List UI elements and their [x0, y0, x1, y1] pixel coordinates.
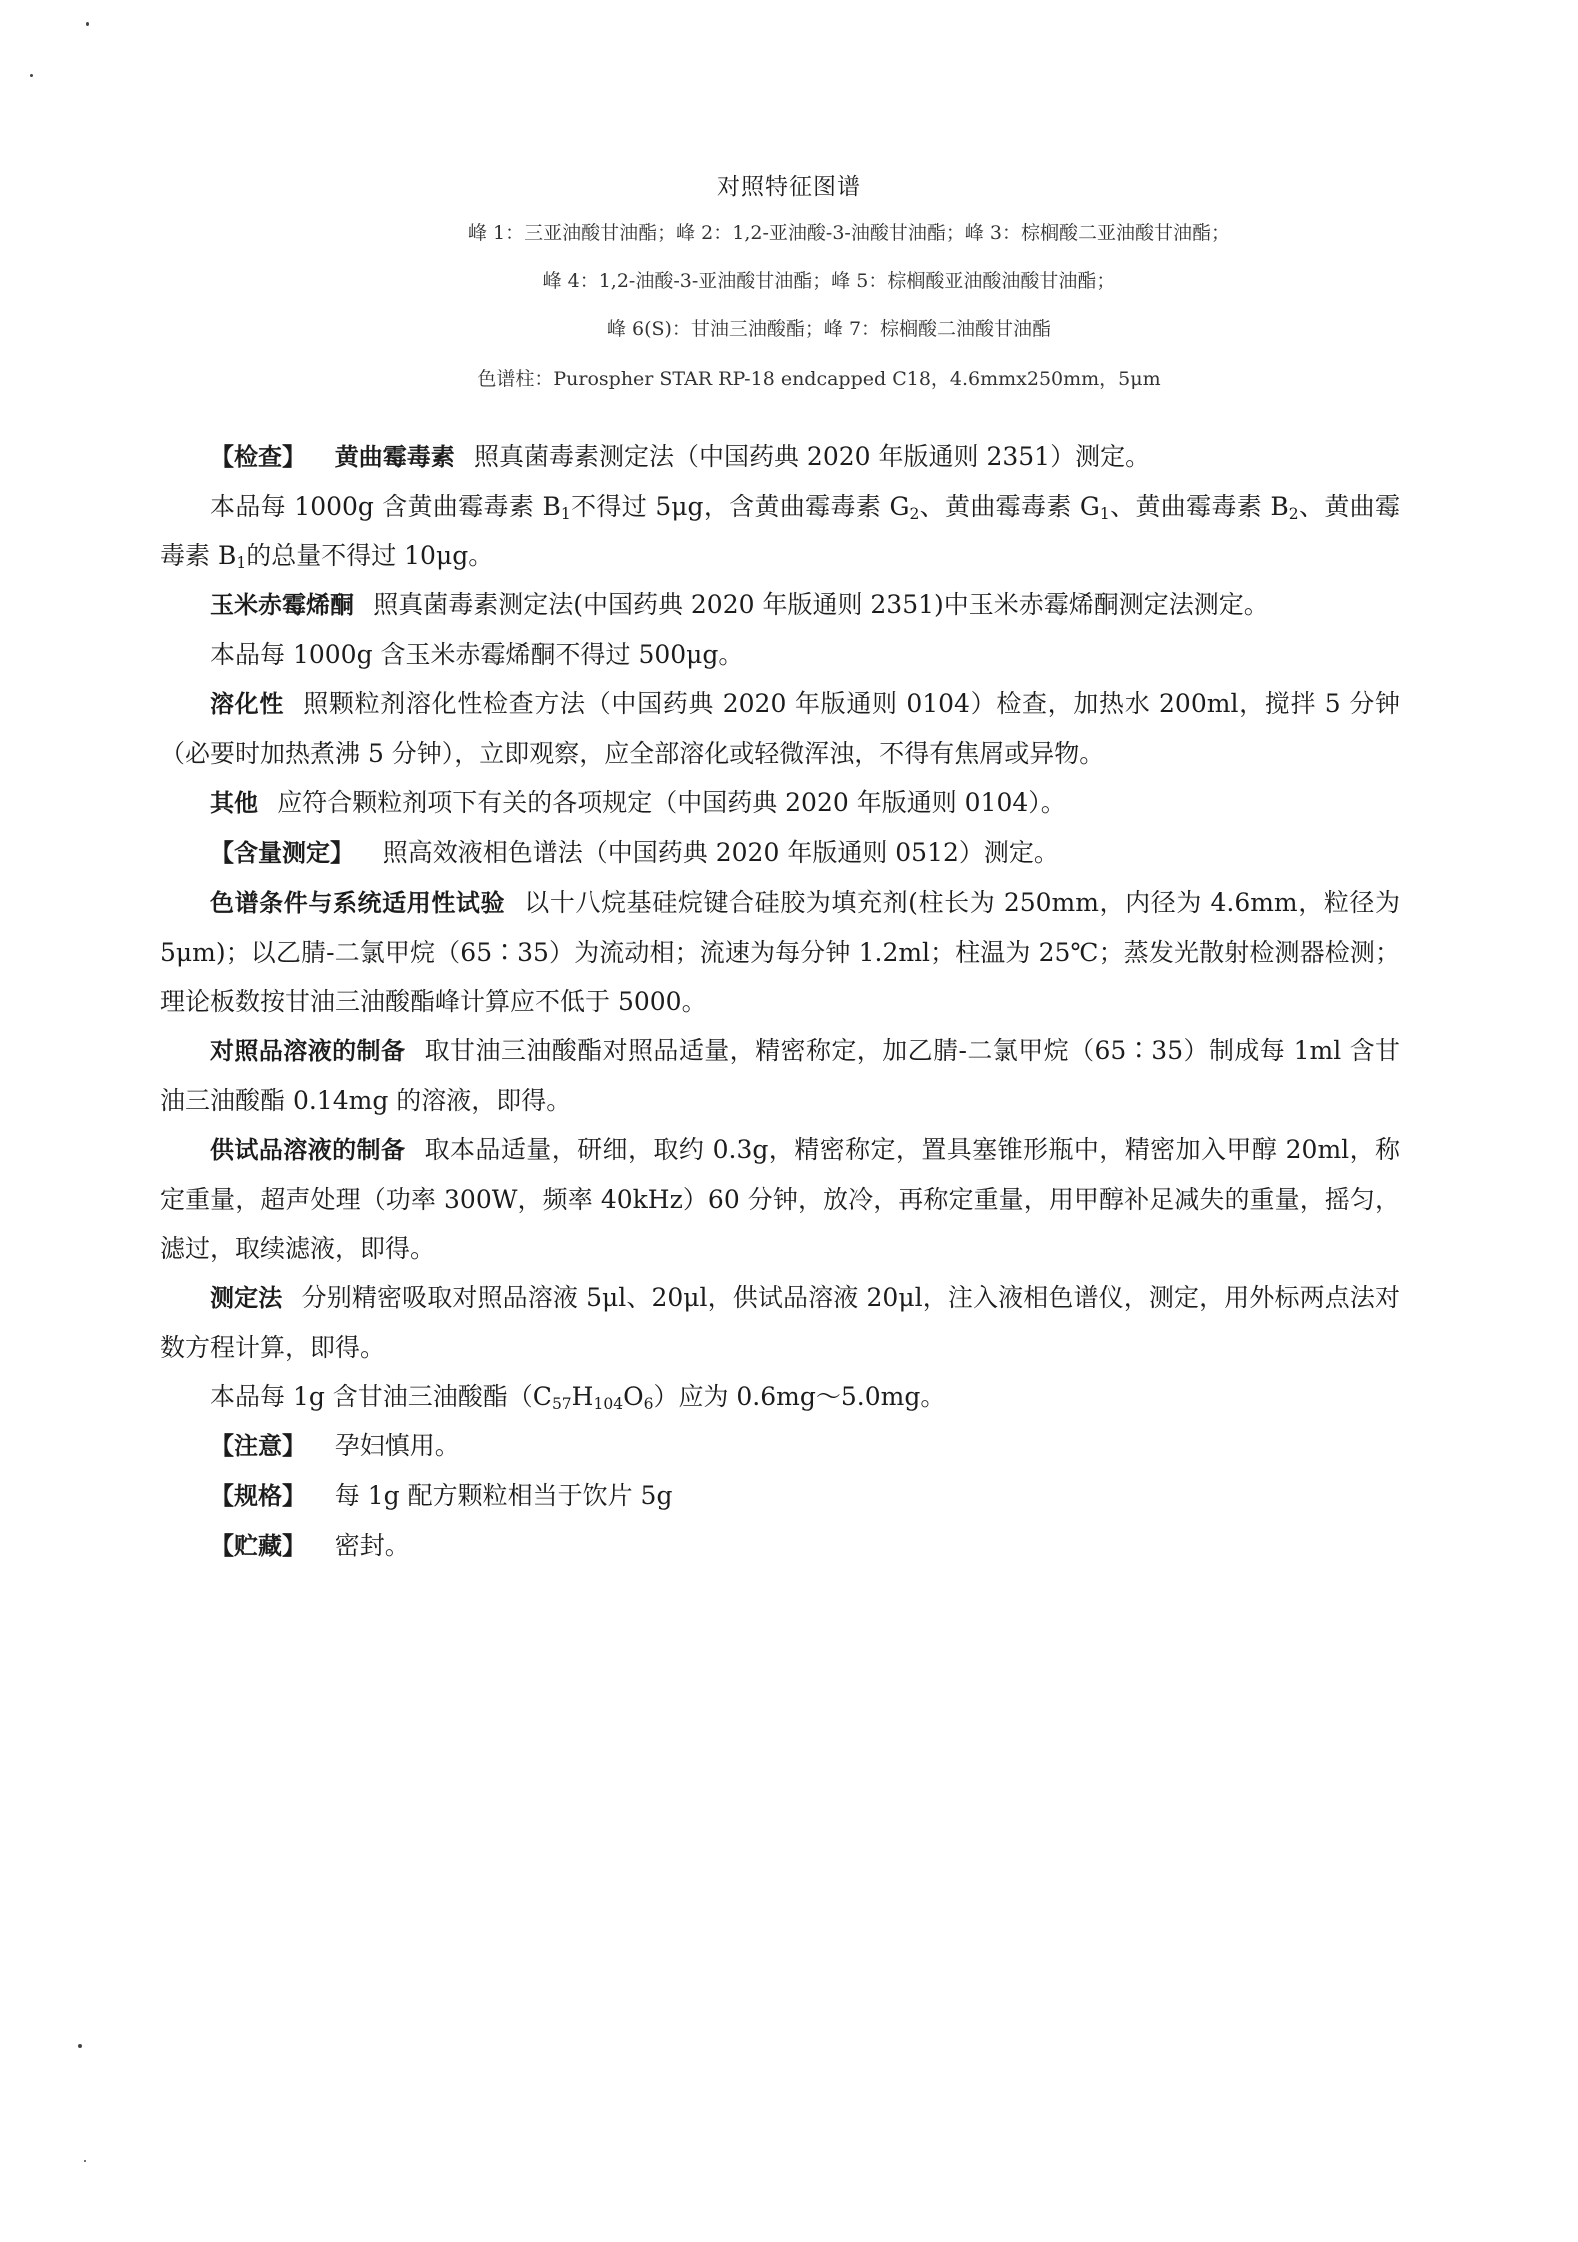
- text-run: 不得过 5μg，含黄曲霉毒素 G: [570, 492, 910, 521]
- solubility-text: 照颗粒剂溶化性检查方法（中国药典 2020 年版通则 0104）检查，加热水 200ml，搅拌 5 分钟（必要时加热煮沸 5 分钟），立即观察，应全部溶化或轻微浑浊，不得有焦屑或异物。: [160, 689, 1400, 768]
- subscript: 1: [560, 504, 571, 523]
- assay-text: 照高效液相色谱法（中国药典 2020 年版通则 0512）测定。: [382, 838, 1059, 867]
- caution-paragraph: [160, 1421, 1400, 1471]
- peak-legend-line-3: 峰 6(S)：甘油三油酸酯；峰 7：棕榈酸二油酸甘油酯: [606, 318, 1052, 340]
- assay-paragraph: [160, 828, 1400, 878]
- reference-solution-paragraph: [160, 1026, 1400, 1125]
- zearalenone-method: 照真菌毒素测定法(中国药典 2020 年版通则 2351)中玉米赤霉烯酮测定法测定。: [373, 590, 1269, 619]
- peak-legend-line-1: 峰 1：三亚油酸甘油酯；峰 2：1,2-亚油酸-3-油酸甘油酯；峰 3：棕榈酸二亚油酸甘油酯；: [468, 222, 1230, 244]
- subscript: 6: [643, 1394, 654, 1413]
- sample-solution-paragraph: [160, 1125, 1400, 1273]
- section-label-storage: 【贮藏】: [210, 1532, 306, 1560]
- subsection-head-sample: 供试品溶液的制备: [210, 1136, 406, 1164]
- storage-text: 密封。: [334, 1531, 410, 1560]
- section-label-assay: 【含量测定】: [210, 839, 354, 867]
- reference-text: 取甘油三油酸酯对照品适量，精密称定，加乙腈-二氯甲烷（65∶35）制成每 1ml 含甘油三油酸酯 0.14mg 的溶液，即得。: [160, 1036, 1401, 1115]
- text-run: ）应为 0.6mg～5.0mg。: [653, 1382, 946, 1411]
- monograph-body: [160, 432, 1400, 1571]
- text-run: H: [571, 1382, 594, 1411]
- subscript: 57: [551, 1394, 572, 1413]
- text-run: 、黄曲霉毒素 B: [160, 492, 1400, 570]
- spec-text: 每 1g 配方颗粒相当于饮片 5g: [334, 1481, 673, 1510]
- subsection-head-zearalenone: 玉米赤霉烯酮: [210, 591, 354, 619]
- text-run: 、黄曲霉毒素 B: [1109, 492, 1289, 521]
- zearalenone-limit-paragraph: 本品每 1000g 含玉米赤霉烯酮不得过 500μg。: [210, 640, 744, 669]
- scan-speck: [30, 74, 33, 77]
- sample-text: 取本品适量，研细，取约 0.3g，精密称定，置具塞锥形瓶中，精密加入甲醇 20ml，称定重量，超声处理（功率 300W，频率 40kHz）60 分钟，放冷，再称定重量，用甲醇补足减失的重量，摇匀，滤过，取续滤液，即得。: [160, 1135, 1401, 1263]
- storage-paragraph: [160, 1521, 1400, 1571]
- scan-speck: [84, 2160, 86, 2162]
- aflatoxin-method: 照真菌毒素测定法（中国药典 2020 年版通则 2351）测定。: [473, 442, 1151, 471]
- subscript: 104: [593, 1394, 624, 1413]
- subsection-head-aflatoxin: 黄曲霉毒素: [334, 443, 455, 471]
- text-run: 本品每 1g 含甘油三油酸酯（C: [210, 1382, 552, 1411]
- scan-speck: [86, 22, 89, 26]
- subsection-head-other: 其他: [210, 789, 258, 817]
- figure-title: 对照特征图谱: [717, 174, 861, 200]
- other-text: 应符合颗粒剂项下有关的各项规定（中国药典 2020 年版通则 0104）。: [277, 788, 1066, 817]
- conditions-text: 以十八烷基硅烷键合硅胶为填充剂(柱长为 250mm，内径为 4.6mm，粒径为 5μm)；以乙腈-二氯甲烷（65∶35）为流动相；流速为每分钟 1.2ml；柱温为 25℃；蒸发光散射检测器检测；理论板数按甘油三油酸酯峰计算应不低于 5000。: [160, 888, 1401, 1016]
- text-run: 本品每 1000g 含黄曲霉毒素 B: [210, 492, 561, 521]
- method-text: 分别精密吸取对照品溶液 5μl、20μl，供试品溶液 20μl，注入液相色谱仪，测定，用外标两点法对数方程计算，即得。: [160, 1283, 1401, 1362]
- caution-text: 孕妇慎用。: [334, 1431, 460, 1460]
- method-paragraph: [160, 1273, 1400, 1372]
- section-label-caution: 【注意】: [210, 1432, 306, 1460]
- aflatoxin-limit-paragraph: [160, 482, 1400, 580]
- section-label-spec: 【规格】: [210, 1482, 306, 1510]
- section-label-inspection: 【检查】: [210, 443, 306, 471]
- column-spec: 色谱柱：Purospher STAR RP-18 endcapped C18，4.6mmx250mm，5μm: [477, 368, 1161, 390]
- content-limit-paragraph: [160, 1372, 1400, 1421]
- subscript: 1: [236, 553, 247, 572]
- conditions-paragraph: [160, 878, 1400, 1026]
- text-run: 、黄曲霉毒素 G: [919, 492, 1100, 521]
- solubility-paragraph: [160, 679, 1400, 778]
- subsection-head-conditions: 色谱条件与系统适用性试验: [210, 889, 506, 917]
- subscript: 2: [1288, 504, 1299, 523]
- text-run: O: [623, 1382, 644, 1411]
- scan-speck: [78, 2044, 82, 2048]
- text-run: 的总量不得过 10μg。: [246, 541, 494, 570]
- subscript: 1: [1099, 504, 1110, 523]
- other-paragraph: [160, 778, 1400, 828]
- zearalenone-paragraph: [160, 580, 1400, 630]
- subsection-head-solubility: 溶化性: [210, 690, 285, 718]
- peak-legend-line-2: 峰 4：1,2-油酸-3-亚油酸甘油酯；峰 5：棕榈酸亚油酸油酸甘油酯；: [542, 270, 1116, 292]
- spec-paragraph: [160, 1471, 1400, 1521]
- subscript: 2: [909, 504, 920, 523]
- subsection-head-reference: 对照品溶液的制备: [210, 1037, 406, 1065]
- subsection-head-method: 测定法: [210, 1284, 283, 1312]
- inspection-aflatoxin-paragraph: [160, 432, 1400, 482]
